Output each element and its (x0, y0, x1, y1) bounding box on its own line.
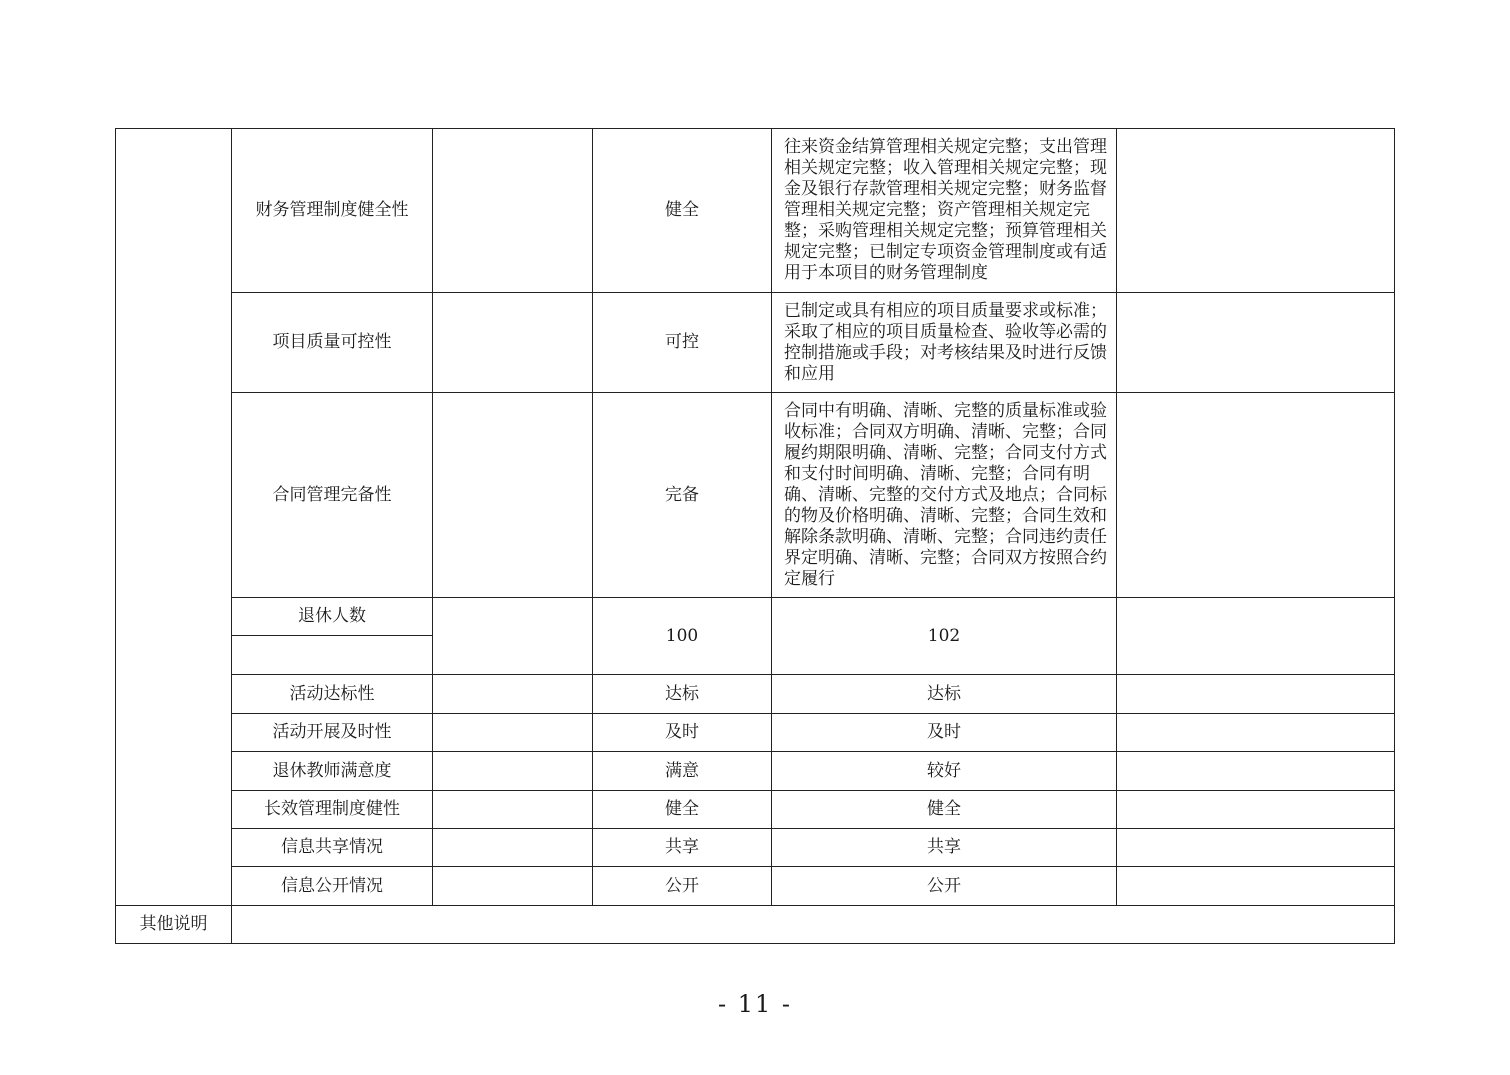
remark-cell (1117, 791, 1395, 829)
blank-cell (433, 393, 593, 598)
table-row (116, 714, 1395, 752)
indicator-cell: 项目质量可控性 (232, 293, 433, 393)
blank-cell (433, 675, 593, 714)
blank-cell (433, 129, 593, 293)
blank-cell (433, 867, 593, 906)
table-row (116, 393, 1395, 598)
indicator-cell: 退休人数 (232, 598, 433, 636)
performance-table (115, 128, 1395, 944)
actual-cell: 往来资金结算管理相关规定完整；支出管理相关规定完整；收入管理相关规定完整；现金及银行存款管理相关规定完整；财务监督管理相关规定完整；资产管理相关规定完整；采购管理相关规定完整；预算管理相关规定完整；已制定专项资金管理制度或有适用于本项目的财务管理制度 (772, 129, 1117, 293)
actual-cell: 较好 (772, 752, 1117, 791)
table-row (116, 598, 1395, 636)
indicator-cell: 活动达标性 (232, 675, 433, 714)
table-row (116, 867, 1395, 906)
indicator-cell: 合同管理完备性 (232, 393, 433, 598)
table-row (116, 293, 1395, 393)
target-cell: 共享 (593, 829, 772, 867)
page-number: - 11 - (717, 990, 792, 1018)
actual-cell: 公开 (772, 867, 1117, 906)
indicator-cell: 长效管理制度健性 (232, 791, 433, 829)
blank-cell (433, 829, 593, 867)
remark-cell (1117, 675, 1395, 714)
indicator-cell: 信息公开情况 (232, 867, 433, 906)
table-row (116, 752, 1395, 791)
target-cell: 完备 (593, 393, 772, 598)
other-notes-content (232, 906, 1395, 944)
actual-cell: 合同中有明确、清晰、完整的质量标准或验收标准；合同双方明确、清晰、完整；合同履约期限明确、清晰、完整；合同支付方式和支付时间明确、清晰、完整；合同有明确、清晰、完整的交付方式及地点；合同标的物及价格明确、清晰、完整；合同生效和解除条款明确、清晰、完整；合同违约责任界定明确、清晰、完整；合同双方按照合约定履行 (772, 393, 1117, 598)
table-row (116, 129, 1395, 293)
actual-cell: 及时 (772, 714, 1117, 752)
actual-cell: 102 (772, 598, 1117, 675)
blank-cell (433, 791, 593, 829)
remark-cell (1117, 752, 1395, 791)
indicator-cell: 财务管理制度健全性 (232, 129, 433, 293)
table-row (116, 675, 1395, 714)
actual-cell: 达标 (772, 675, 1117, 714)
indicator-cell-empty (232, 636, 433, 675)
remark-cell (1117, 867, 1395, 906)
indicator-cell: 退休教师满意度 (232, 752, 433, 791)
blank-cell (433, 714, 593, 752)
table-row (116, 906, 1395, 944)
blank-cell (433, 598, 593, 675)
remark-cell (1117, 129, 1395, 293)
blank-cell (433, 752, 593, 791)
actual-cell: 健全 (772, 791, 1117, 829)
target-cell: 公开 (593, 867, 772, 906)
remark-cell (1117, 714, 1395, 752)
target-cell: 达标 (593, 675, 772, 714)
target-cell: 及时 (593, 714, 772, 752)
table-row (116, 791, 1395, 829)
category-cell (116, 129, 232, 906)
blank-cell (433, 293, 593, 393)
actual-cell: 共享 (772, 829, 1117, 867)
remark-cell (1117, 293, 1395, 393)
target-cell: 健全 (593, 129, 772, 293)
indicator-cell: 信息共享情况 (232, 829, 433, 867)
indicator-cell: 活动开展及时性 (232, 714, 433, 752)
target-cell: 满意 (593, 752, 772, 791)
remark-cell (1117, 829, 1395, 867)
actual-cell: 已制定或具有相应的项目质量要求或标准；采取了相应的项目质量检查、验收等必需的控制措施或手段；对考核结果及时进行反馈和应用 (772, 293, 1117, 393)
target-cell: 100 (593, 598, 772, 675)
other-notes-label: 其他说明 (116, 906, 232, 944)
target-cell: 健全 (593, 791, 772, 829)
table-row (116, 829, 1395, 867)
target-cell: 可控 (593, 293, 772, 393)
remark-cell (1117, 393, 1395, 598)
remark-cell (1117, 598, 1395, 675)
